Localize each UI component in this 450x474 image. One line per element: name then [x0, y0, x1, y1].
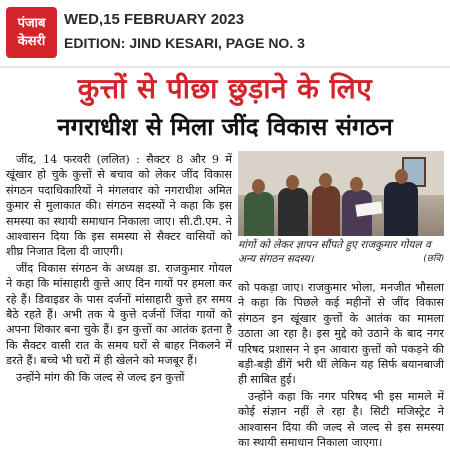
photo-person-head	[395, 169, 408, 184]
article-paragraph: जींद विकास संगठन के अध्यक्ष डा. राजकुमार गोयल ने कहा कि मांसाहारी कुत्ते आए दिन गायों पर हमला कर रहे हैं। डिवाइडर के पास दर्जनों मांसाहारी कुत्ते हर समय बैठे रहते हैं। अभी तक ये कुत्ते दर्जनों जिंदा गायों को अपना शिकार बना चुके हैं। इन कुत्तों का आतंक इतना है कि सैक्टर वासी रात के समय घरों से बाहर निकलने में डरते हैं। बच्चे भी घरों में ही खेलने को मजबूर हैं।	[6, 261, 232, 368]
article-column-right	[238, 280, 444, 470]
logo-line-1: पंजाब	[17, 15, 46, 31]
photo-person	[244, 192, 274, 236]
news-photo	[238, 151, 444, 236]
photo-credit: (छवि)	[423, 254, 444, 264]
photo-person	[278, 188, 308, 236]
article-paragraph: जींद, 14 फरवरी (ललित) : सैक्टर 8 और 9 में खूंखार हो चुके कुत्तों से बचाव को लेकर जींद विकास संगठन पदाधिकारियों ने मंगलवार को नगराधीश अमित कुमार से मुलाकात की। संगठन सदस्यों ने कहा कि इस समस्या का स्थायी समाधान निकाला जाए। सी.टी.एम. ने आश्वासन दिया कि इस समस्या से सैक्टर वासियों को शीघ्र निजात दिला दी जाएगी।	[6, 153, 232, 259]
edition-meta	[64, 10, 444, 53]
article-paragraph: उन्होंने कहा कि नगर परिषद भी इस मामले में कोई संज्ञान नहीं ले रहा है। सिटी मजिस्ट्रेट ने आश्वासन दिया की जल्द से जल्द से इस समस्या का स्थायी समाधान निकाला जाएगा।	[238, 389, 444, 450]
photo-person-head	[286, 175, 299, 190]
photo-person-head	[319, 173, 332, 188]
photo-person	[312, 186, 340, 236]
article-paragraph: को पकड़ा जाए। राजकुमार भोला, मनजीत भौसला ने कहा कि पिछले कई महीनों से जींद विकास संगठन इन खूंखार कुत्तों के आतंक का मामला उठाता आ रहा है। इस मुद्दे को उठाने के बाद नगर परिषद प्रशासन ने इन आवारा कुत्तों को पकड़ने की बड़ी-बड़ी डींगें भरी थीं लेकिन यह सिर्फ बयानबाजी ही साबित हुई।	[238, 281, 444, 387]
punjab-kesari-logo	[6, 7, 57, 58]
photo-person-head	[350, 177, 363, 192]
header-divider	[0, 66, 450, 68]
headline-primary: कुत्तों से पीछा छुड़ाने के लिए	[77, 72, 373, 105]
article-paragraph: उन्होंने मांग की कि जल्द से जल्द इन कुत्तों	[16, 370, 185, 384]
edition-info: EDITION: JIND KESARI, PAGE NO. 3	[64, 35, 305, 51]
photo-caption	[238, 238, 444, 266]
publication-date: WED,15 FEBRUARY 2023	[64, 11, 245, 28]
photo-person-head	[252, 179, 265, 194]
article-column-left	[6, 152, 232, 472]
memorandum-paper	[355, 201, 382, 217]
photo-person	[384, 182, 418, 236]
headline-secondary: नगराधीश से मिला जींद विकास संगठन	[57, 113, 393, 141]
logo-line-2: केसरी	[17, 33, 46, 49]
photo-caption-text: मांगों को लेकर ज्ञापन सौंपते हुए राजकुमार गोयल व अन्य संगठन सदस्य।	[238, 239, 431, 265]
